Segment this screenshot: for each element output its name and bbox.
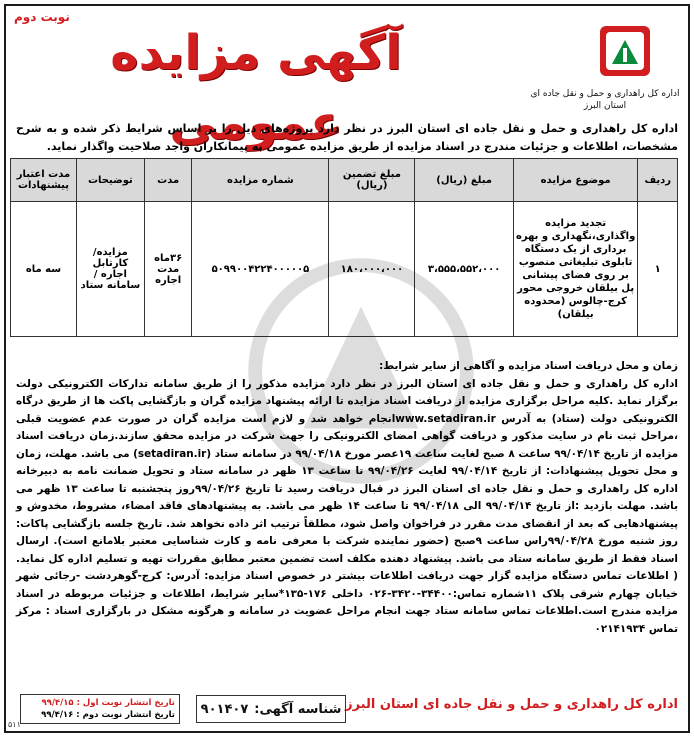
- duration: ۳۶ماه مدت اجاره: [144, 202, 192, 337]
- intro-paragraph: اداره کل راهداری و حمل و نقل جاده ای استان البرز در نظر دارد پروژه‌های ذیل را بر اساس شرایط ذکر شده و به شرح مشخصات، اطلاعات و جزئیات مندرج در اسناد مزایده از طریق مزایده عمومی به پیمانکاران واجد صلاحیت واگذار نماید.: [16, 122, 678, 153]
- road-authority-logo-icon: [592, 20, 658, 86]
- header-cell: مدت اعتبار پیشنهادات: [11, 159, 77, 202]
- header-cell: مبلغ تضمین (ریال): [329, 159, 415, 202]
- auction-number: ۵۰۹۹۰۰۴۲۲۴۰۰۰۰۰۵: [192, 202, 329, 337]
- header-cell: ردیف: [638, 159, 678, 202]
- table-header-row: [11, 159, 678, 202]
- conditions-text: اداره کل راهداری و حمل و نقل جاده ای استان البرز در نظر دارد مزایده مذکور را از طریق سامانه تدارکات الکترونیکی دولت برگزار نماید .کلیه مراحل برگزاری مزایده از دریافت اسناد مزایده تا ارائه پیشنهاد مزایده گران و بازگشایی پاکت ها از طریق درگاه الکترونیکی دولت (ستاد) به آدرس www.setadiran.irانجام خواهد شد و لازم است مزایده گران در صورت عدم عضویت قبلی ،مراحل ثبت نام در سایت مذکور و دریافت گواهی امضای الکترونیکی را جهت شرکت در مزایده محقق سازند.زمان دریافت اسناد مزایده از تاریخ ۹۹/۰۴/۱۴ ساعت ۸ صبح لغایت ساعت ۱۹عصر مورخ ۹۹/۰۴/۱۸ در سامانه ستاد (setadiran.ir) می باشد. مهلت، زمان و محل تحویل پیشنهادات: از تاریخ ۹۹/۰۴/۱۴ لغایت ۹۹/۰۴/۲۶ تا ساعت ۱۳ ظهر در سامانه ستاد و تحویل ضمانت نامه به دبیرخانه اداره کل راهداری و حمل و نقل جاده ای استان البرز در قبال دریافت رسید تا تاریخ ۹۹/۰۴/۲۶روز پنجشنبه تا ساعت ۱۳ ظهر می باشد. مهلت بازدید :از تاریخ ۹۹/۰۴/۱۴ الی ۹۹/۰۴/۱۸ تا ساعت ۱۴ ظهر می باشد. به پیشنهادهای فاقد امضاء، مشروط، مخدوش و پیشنهادهایی که بعد از انقضای مدت مقرر در فراخوان واصل شود، مطلقاً ترتیب اثر داده نخواهد شد. تاریخ جلسه بازگشایی پاکات: روز شنبه مورخ ۹۹/۰۴/۲۸راس ساعت ۹صبح (حضور نماینده شرکت با معرفی نامه و کارت شناسایی معتبر بلامانع است). ارسال اسناد فقط از طریق سامانه ستاد می باشد. پیشنهاد دهنده مکلف است تضمین معتبر مطابق مقررات تهیه و تسلیم اداره کل نماید. ( اطلاعات تماس دستگاه مزایده گزار جهت دریافت اطلاعات بیشتر در خصوص اسناد مزایده: آدرس: کرج-گوهردشت -رجائی شهر خیابان چهارم شرقی پلاک ۱۱شماره تماس:۳۴۴۰۰-۳۴۲۰-۰۲۶ داخلی ۱۷۶-۱۳۵*سایر شرایط، اطلاعات و جزئیات مربوطه در اسناد مزایده مندرج است.اطلاعات تماس سامانه ستاد جهت انجام مراحل عضویت در سامانه و هرگونه مشکل در بارگزاری اسناد : مرکز تماس ۰۲۱۴۱۹۳۴: [16, 377, 678, 635]
- row-number: ۱: [638, 202, 678, 337]
- auction-subject: تجدید مزایده واگذاری،نگهداری و بهره برداری از یک دستگاه تابلوی تبلیغاتی منصوب بر روی فضای پیشانی پل بیلقان خروجی محور کرج-چالوس (محدوده بیلقان): [513, 202, 638, 337]
- description: مزایده/ کارتابل اجاره / سامانه ستاد: [76, 202, 144, 337]
- auction-table: [10, 158, 678, 337]
- notice-id-value: ۹۰۱۴۰۷: [200, 701, 249, 717]
- publication-round: نوبت دوم: [14, 10, 70, 24]
- footer-organization: اداره کل راهداری و حمل و نقل جاده ای استان البرز: [345, 697, 678, 712]
- header-cell: مبلغ (ریال): [415, 159, 513, 202]
- first-publication-date: تاریخ انتشار نوبت اول : ۹۹/۴/۱۵: [41, 698, 175, 708]
- offer-validity: سه ماه: [11, 202, 77, 337]
- header-cell: موضوع مزایده: [513, 159, 638, 202]
- notice-title: آگهی مزایده عمومی: [110, 25, 402, 151]
- auction-amount: ۳،۵۵۵،۵۵۲،۰۰۰: [415, 202, 513, 337]
- notice-id-box: [196, 695, 346, 723]
- header-cell: توضیحات: [76, 159, 144, 202]
- header-cell: شماره مزایده: [192, 159, 329, 202]
- guarantee-amount: ۱۸۰،۰۰۰،۰۰۰: [329, 202, 415, 337]
- header-cell: مدت: [144, 159, 192, 202]
- table-row: [11, 202, 678, 337]
- notice-id-label: شناسه آگهی:: [254, 701, 342, 717]
- organization-subtitle: اداره کل راهداری و حمل و نقل جاده ای استان البرز: [530, 89, 680, 111]
- conditions-heading: زمان و محل دریافت اسناد مزایده و آگاهی از سایر شرایط:: [379, 360, 678, 372]
- notice-footer: [6, 689, 688, 731]
- publication-dates: [20, 694, 180, 724]
- page-number: ۵۱۱: [8, 720, 21, 729]
- second-publication-date: تاریخ انتشار نوبت دوم : ۹۹/۴/۱۶: [41, 710, 175, 720]
- conditions-section: [16, 358, 678, 638]
- notice-page: [4, 4, 690, 733]
